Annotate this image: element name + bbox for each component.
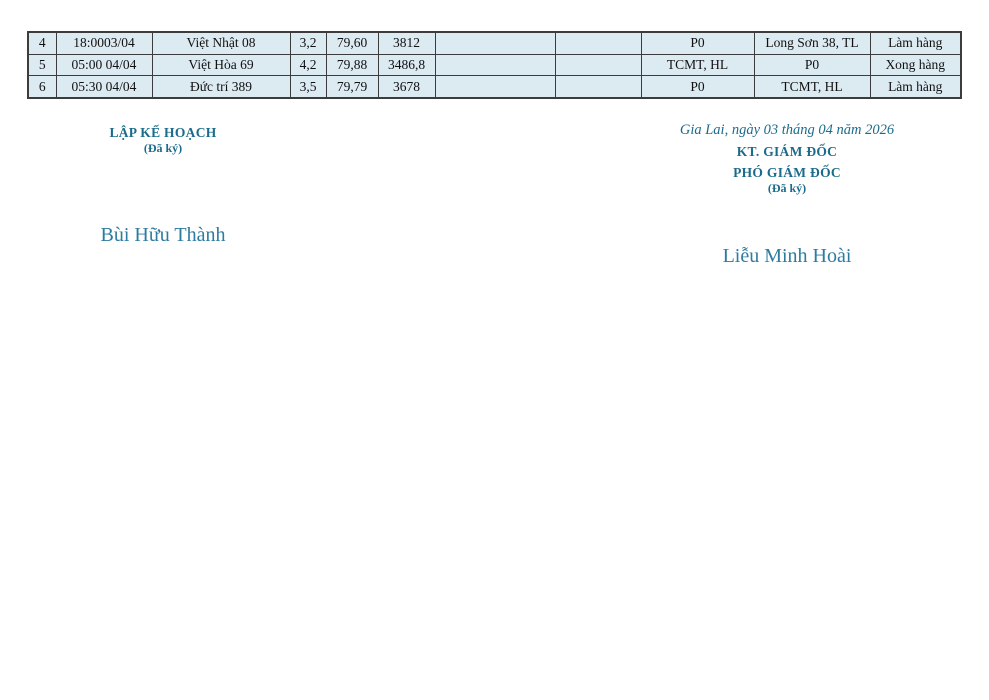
table-cell: 3,5 (290, 76, 326, 98)
table-cell: P0 (641, 76, 754, 98)
table-cell: Long Sơn 38, TL (754, 32, 870, 54)
table-cell (435, 32, 555, 54)
director-signed-note: (Đã ký) (767, 181, 807, 195)
table-cell: Đức trí 389 (152, 76, 290, 98)
table-cell: 05:00 04/04 (56, 54, 152, 76)
planner-name: Bùi Hữu Thành (100, 224, 226, 246)
table-row (28, 76, 961, 98)
vessel-table-body (28, 32, 961, 98)
table-cell: 3812 (378, 32, 435, 54)
table-cell: Việt Nhật 08 (152, 32, 290, 54)
table-cell: 05:30 04/04 (56, 76, 152, 98)
table-cell: P0 (754, 54, 870, 76)
director-title-1: KT. GIÁM ĐỐC (736, 144, 838, 159)
director-title-2: PHÓ GIÁM ĐỐC (733, 165, 841, 180)
table-cell (435, 54, 555, 76)
table-cell: Làm hàng (870, 32, 961, 54)
table-cell (435, 76, 555, 98)
table-cell (555, 32, 641, 54)
table-cell: Làm hàng (870, 76, 961, 98)
table-cell (555, 54, 641, 76)
table-cell: 5 (28, 54, 56, 76)
director-name: Liễu Minh Hoài (722, 245, 852, 267)
signature-block-planner (58, 124, 268, 246)
planner-signed-note: (Đã ký) (143, 141, 183, 155)
table-cell: 4,2 (290, 54, 326, 76)
table-cell: Việt Hòa 69 (152, 54, 290, 76)
table-cell: TCMT, HL (641, 54, 754, 76)
planner-title: LẬP KẾ HOẠCH (109, 125, 217, 140)
table-cell: 3486,8 (378, 54, 435, 76)
table-cell: P0 (641, 32, 754, 54)
table-cell: 3,2 (290, 32, 326, 54)
table-cell: 4 (28, 32, 56, 54)
table-row (28, 32, 961, 54)
table-cell: TCMT, HL (754, 76, 870, 98)
vessel-schedule-table (27, 31, 962, 99)
table-cell: Xong hàng (870, 54, 961, 76)
table-row (28, 54, 961, 76)
table-cell: 79,60 (326, 32, 378, 54)
table-cell: 79,79 (326, 76, 378, 98)
signature-block-director (637, 121, 937, 267)
table-cell: 18:0003/04 (56, 32, 152, 54)
table-cell: 79,88 (326, 54, 378, 76)
table-cell (555, 76, 641, 98)
table-cell: 6 (28, 76, 56, 98)
table-cell: 3678 (378, 76, 435, 98)
place-date-line: Gia Lai, ngày 03 tháng 04 năm 2026 (679, 122, 895, 138)
